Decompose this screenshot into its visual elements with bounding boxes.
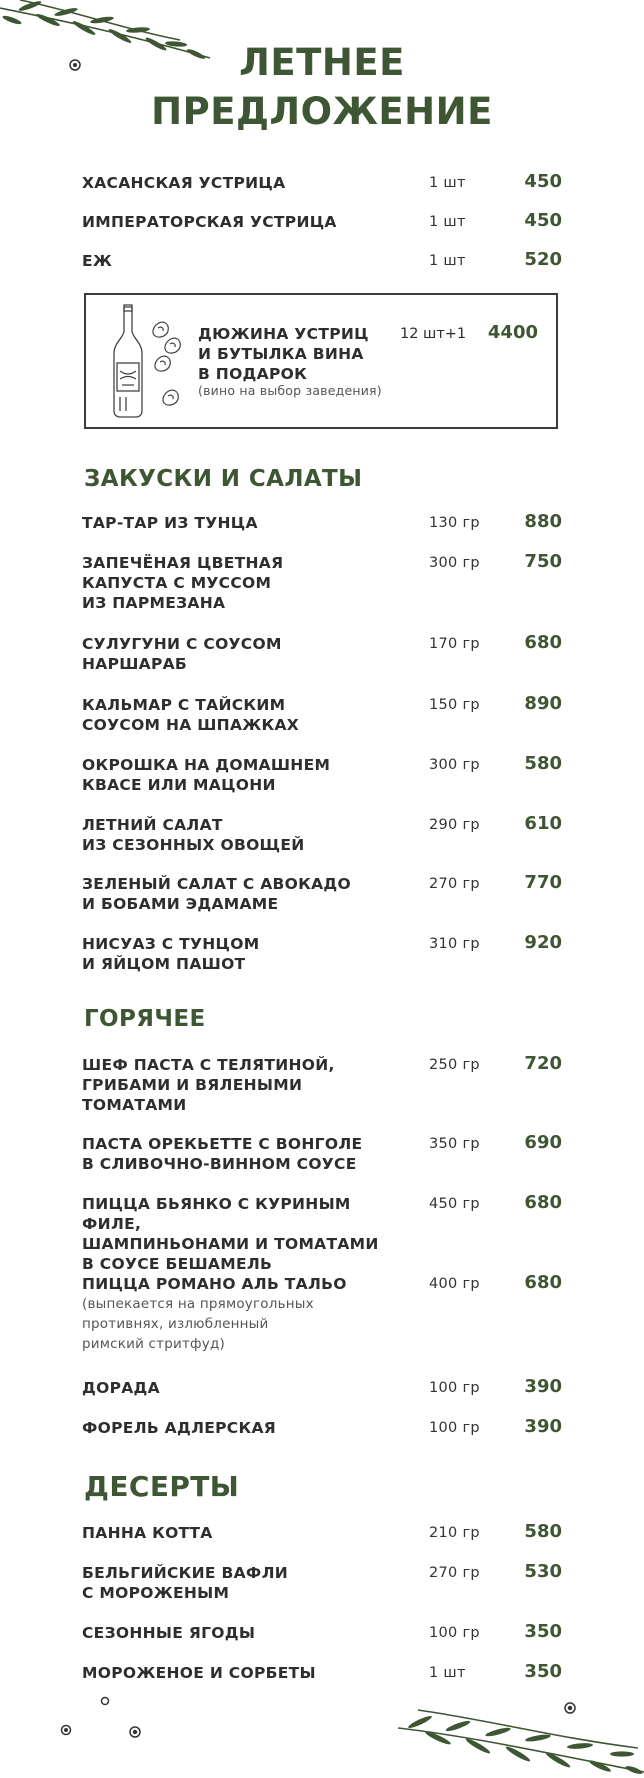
item-qty: 270 гр [429,876,480,892]
item-price: 880 [524,511,562,532]
item-price: 890 [524,693,562,714]
item-qty: 350 гр [429,1136,480,1152]
item-name: МОРОЖЕНОЕ И СОРБЕТЫ [82,1664,316,1682]
item-price: 680 [524,632,562,653]
promo-name: ДЮЖИНА УСТРИЦ И БУТЫЛКА ВИНА В ПОДАРОК [198,325,369,383]
item-price: 390 [524,1416,562,1437]
item-name: СУЛУГУНИ С СОУСОМ НАРШАРАБ [82,635,282,673]
title-line-1: ЛЕТНЕЕ [239,41,405,84]
item-name: ТАР-ТАР ИЗ ТУНЦА [82,514,258,532]
item-qty: 300 гр [429,555,480,571]
item-price: 530 [524,1561,562,1582]
item-price: 610 [524,813,562,834]
item-qty: 1 шт [429,175,466,191]
item-price: 680 [524,1192,562,1213]
rosemary-branch-bottom-icon [398,1698,644,1778]
page-title [0,38,644,136]
item-price: 580 [524,1521,562,1542]
item-price: 390 [524,1376,562,1397]
item-qty: 450 гр [429,1196,480,1212]
item-name: ФОРЕЛЬ АДЛЕРСКАЯ [82,1419,276,1437]
item-qty: 100 гр [429,1625,480,1641]
promo-note: (вино на выбор заведения) [198,383,382,398]
item-name: ДОРАДА [82,1379,160,1397]
item-price: 450 [524,210,562,231]
item-name: ЛЕТНИЙ САЛАТ ИЗ СЕЗОННЫХ ОВОЩЕЙ [82,816,305,854]
item-name: ОКРОШКА НА ДОМАШНЕМ КВАСЕ ИЛИ МАЦОНИ [82,756,331,794]
item-note: (выпекается на прямоугольных противнях, излюбленный римский стритфуд) [82,1296,314,1352]
wine-bottle-and-oysters-icon [100,301,190,421]
item-price: 750 [524,551,562,572]
item-qty: 290 гр [429,817,480,833]
item-name: КАЛЬМАР С ТАЙСКИМ СОУСОМ НА ШПАЖКАХ [82,696,300,734]
peppercorn-icon [55,1692,155,1742]
item-qty: 1 шт [429,1665,466,1681]
item-qty: 1 шт [429,214,466,230]
item-price: 680 [524,1272,562,1293]
item-price: 690 [524,1132,562,1153]
item-qty: 100 гр [429,1420,480,1436]
item-qty: 250 гр [429,1057,480,1073]
item-price: 580 [524,753,562,774]
item-name: СЕЗОННЫЕ ЯГОДЫ [82,1624,256,1642]
item-qty: 300 гр [429,757,480,773]
item-name: НИСУАЗ С ТУНЦОМ И ЯЙЦОМ ПАШОТ [82,935,260,973]
item-name: ПИЦЦА РОМАНО АЛЬ ТАЛЬО [82,1275,347,1293]
title-line-2: ПРЕДЛОЖЕНИЕ [151,90,493,133]
item-price: 520 [524,249,562,270]
item-price: 920 [524,932,562,953]
item-name: ЗАПЕЧЁНАЯ ЦВЕТНАЯ КАПУСТА С МУССОМ ИЗ ПАРМЕЗАНА [82,554,284,612]
promo-price: 4400 [487,322,538,343]
section-title-hot: ГОРЯЧЕЕ [84,1006,206,1032]
item-name: ШЕФ ПАСТА С ТЕЛЯТИНОЙ, ГРИБАМИ И ВЯЛЕНЫМИ ТОМАТАМИ [82,1056,335,1114]
item-qty: 310 гр [429,936,480,952]
item-price: 350 [524,1621,562,1642]
item-name: ХАСАНСКАЯ УСТРИЦА [82,174,286,192]
item-name: ПАСТА ОРЕКЬЕТТЕ С ВОНГОЛЕ В СЛИВОЧНО-ВИННОМ СОУСЕ [82,1135,363,1173]
item-price: 450 [524,171,562,192]
item-price: 720 [524,1053,562,1074]
promo-qty: 12 шт+1 [400,326,467,342]
promo-box [84,293,558,429]
item-qty: 400 гр [429,1276,480,1292]
item-name: ЕЖ [82,252,113,270]
item-qty: 210 гр [429,1525,480,1541]
item-name: ПАННА КОТТА [82,1524,213,1542]
item-price: 770 [524,872,562,893]
item-qty: 1 шт [429,253,466,269]
item-price: 350 [524,1661,562,1682]
section-title-desserts: ДЕСЕРТЫ [84,1470,240,1503]
item-name: ПИЦЦА БЬЯНКО С КУРИНЫМ ФИЛЕ, ШАМПИНЬОНАМИ И ТОМАТАМИ В СОУСЕ БЕШАМЕЛЬ [82,1195,379,1273]
item-qty: 150 гр [429,697,480,713]
item-qty: 100 гр [429,1380,480,1396]
item-name: БЕЛЬГИЙСКИЕ ВАФЛИ С МОРОЖЕНЫМ [82,1564,289,1602]
item-name: ИМПЕРАТОРСКАЯ УСТРИЦА [82,213,337,231]
item-name: ЗЕЛЕНЫЙ САЛАТ С АВОКАДО И БОБАМИ ЭДАМАМЕ [82,875,351,913]
section-title-snacks: ЗАКУСКИ И САЛАТЫ [84,466,363,492]
item-qty: 270 гр [429,1565,480,1581]
item-qty: 130 гр [429,515,480,531]
item-qty: 170 гр [429,636,480,652]
